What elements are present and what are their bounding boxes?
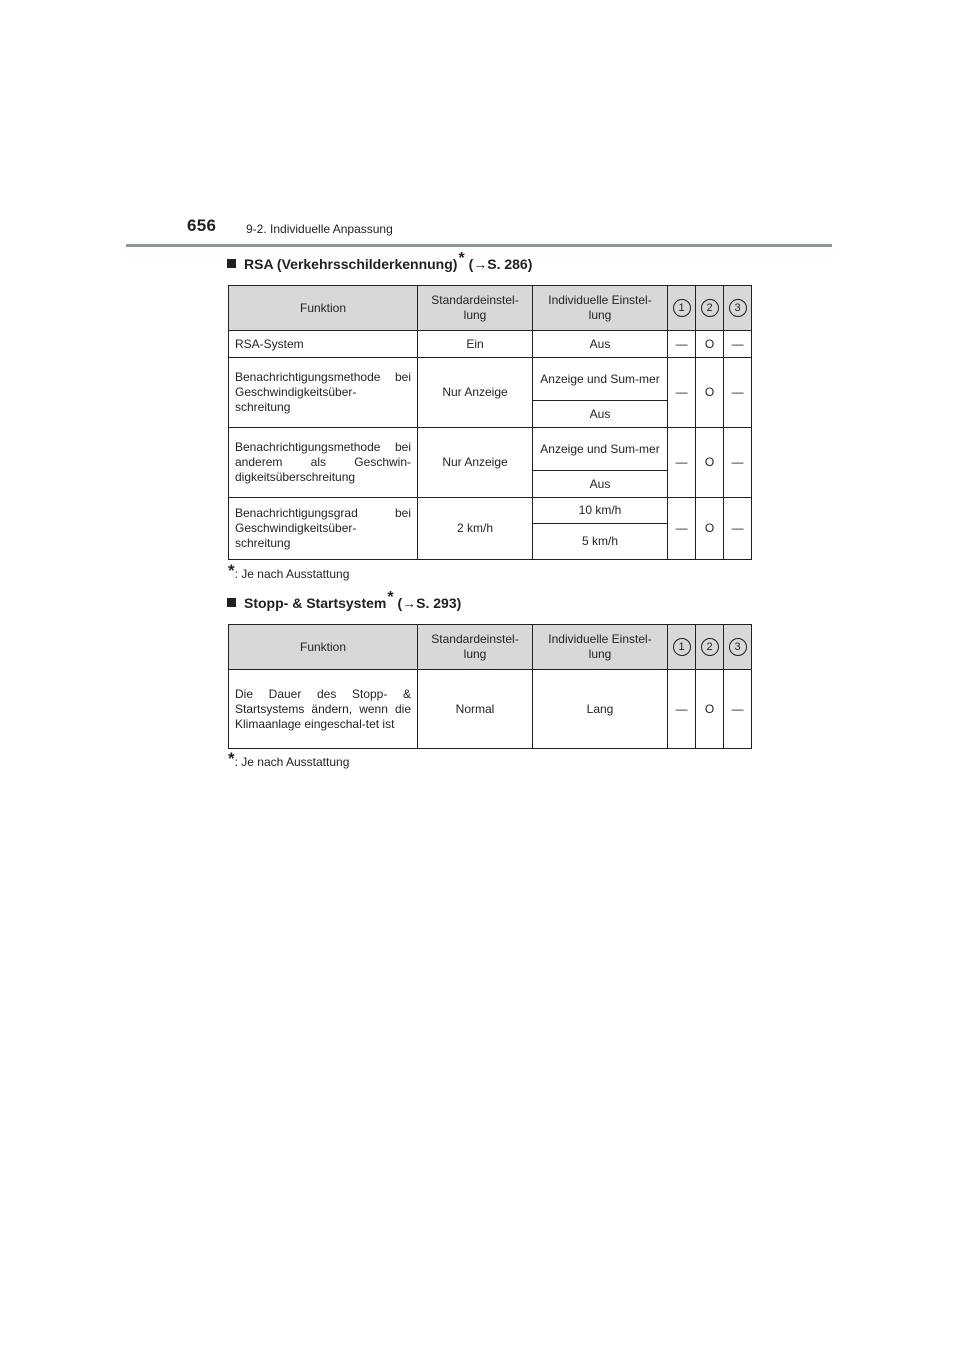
column-header-function: Funktion — [229, 286, 418, 331]
circled-number-1: 1 — [673, 299, 691, 317]
asterisk-marker: * — [228, 561, 235, 580]
footnote — [228, 749, 350, 769]
page-reference-link[interactable]: (→S. 286) — [468, 256, 533, 272]
circled-number-3: 3 — [729, 299, 747, 317]
circled-number-3: 3 — [729, 638, 747, 656]
section-title: Stopp- & Startsystem — [244, 595, 387, 611]
table-header-row — [229, 625, 752, 670]
circled-number-2: 2 — [701, 299, 719, 317]
option-cell: Anzeige und Sum-mer — [533, 358, 668, 401]
mark-cell-2: O — [696, 358, 724, 428]
asterisk-marker: * — [387, 589, 394, 606]
function-cell: Benachrichtigungsmethode bei anderem als Geschwin-digkeitsüberschreitung — [229, 428, 418, 498]
column-header-custom: Individuelle Einstel-lung — [533, 625, 668, 670]
column-header-default: Standardeinstel-lung — [418, 625, 533, 670]
mark-cell-2: O — [696, 498, 724, 560]
option-cell: 5 km/h — [533, 524, 668, 560]
asterisk-marker: * — [458, 250, 465, 267]
mark-cell-1: — — [668, 428, 696, 498]
mark-cell-3: — — [724, 670, 752, 749]
footnote — [228, 561, 350, 581]
option-cell: Aus — [533, 331, 668, 358]
default-cell: Ein — [418, 331, 533, 358]
square-bullet-icon — [227, 259, 236, 268]
column-header-1 — [668, 625, 696, 670]
circled-number-1: 1 — [673, 638, 691, 656]
mark-cell-2: O — [696, 670, 724, 749]
square-bullet-icon — [227, 598, 236, 607]
mark-cell-2: O — [696, 428, 724, 498]
footnote-text: : Je nach Ausstattung — [234, 755, 350, 769]
chapter-title: 9-2. Individuelle Anpassung — [246, 222, 393, 236]
function-cell: Benachrichtigungsmethode bei Geschwindigkeitsüber-schreitung — [229, 358, 418, 428]
mark-cell-3: — — [724, 331, 752, 358]
table-header-row — [229, 286, 752, 331]
table-row — [229, 670, 752, 749]
column-header-2 — [696, 625, 724, 670]
column-header-2 — [696, 286, 724, 331]
default-cell: Nur Anzeige — [418, 428, 533, 498]
option-cell: 10 km/h — [533, 498, 668, 524]
column-header-3 — [724, 286, 752, 331]
asterisk-marker: * — [228, 749, 235, 768]
default-cell: Nur Anzeige — [418, 358, 533, 428]
table-row — [229, 358, 752, 401]
default-cell: Normal — [418, 670, 533, 749]
mark-cell-3: — — [724, 428, 752, 498]
rsa-settings-table — [228, 285, 752, 560]
footnote-text: : Je nach Ausstattung — [234, 567, 350, 581]
option-cell: Anzeige und Sum-mer — [533, 428, 668, 471]
mark-cell-1: — — [668, 331, 696, 358]
section-heading-rsa — [227, 250, 533, 272]
page-reference-link[interactable]: (→S. 293) — [397, 595, 462, 611]
mark-cell-1: — — [668, 358, 696, 428]
column-header-custom: Individuelle Einstel-lung — [533, 286, 668, 331]
function-cell: Die Dauer des Stopp- & Startsystems ändern, wenn die Klimaanlage eingeschal-tet ist — [229, 670, 418, 749]
page-number: 656 — [187, 216, 217, 235]
stop-start-settings-table — [228, 624, 752, 749]
function-cell: RSA-System — [229, 331, 418, 358]
table-row — [229, 331, 752, 358]
mark-cell-3: — — [724, 358, 752, 428]
column-header-function: Funktion — [229, 625, 418, 670]
mark-cell-3: — — [724, 498, 752, 560]
option-cell: Aus — [533, 401, 668, 428]
mark-cell-1: — — [668, 670, 696, 749]
option-cell: Lang — [533, 670, 668, 749]
section-title: RSA (Verkehrsschilderkennung) — [244, 256, 458, 272]
option-cell: Aus — [533, 471, 668, 498]
column-header-default: Standardeinstel-lung — [418, 286, 533, 331]
section-heading-stop-start — [227, 589, 462, 611]
circled-number-2: 2 — [701, 638, 719, 656]
column-header-1 — [668, 286, 696, 331]
header-rule — [126, 244, 832, 247]
table-row — [229, 498, 752, 524]
mark-cell-2: O — [696, 331, 724, 358]
default-cell: 2 km/h — [418, 498, 533, 560]
column-header-3 — [724, 625, 752, 670]
table-row — [229, 428, 752, 471]
function-cell: Benachrichtigungsgrad bei Geschwindigkeitsüber-schreitung — [229, 498, 418, 560]
mark-cell-1: — — [668, 498, 696, 560]
